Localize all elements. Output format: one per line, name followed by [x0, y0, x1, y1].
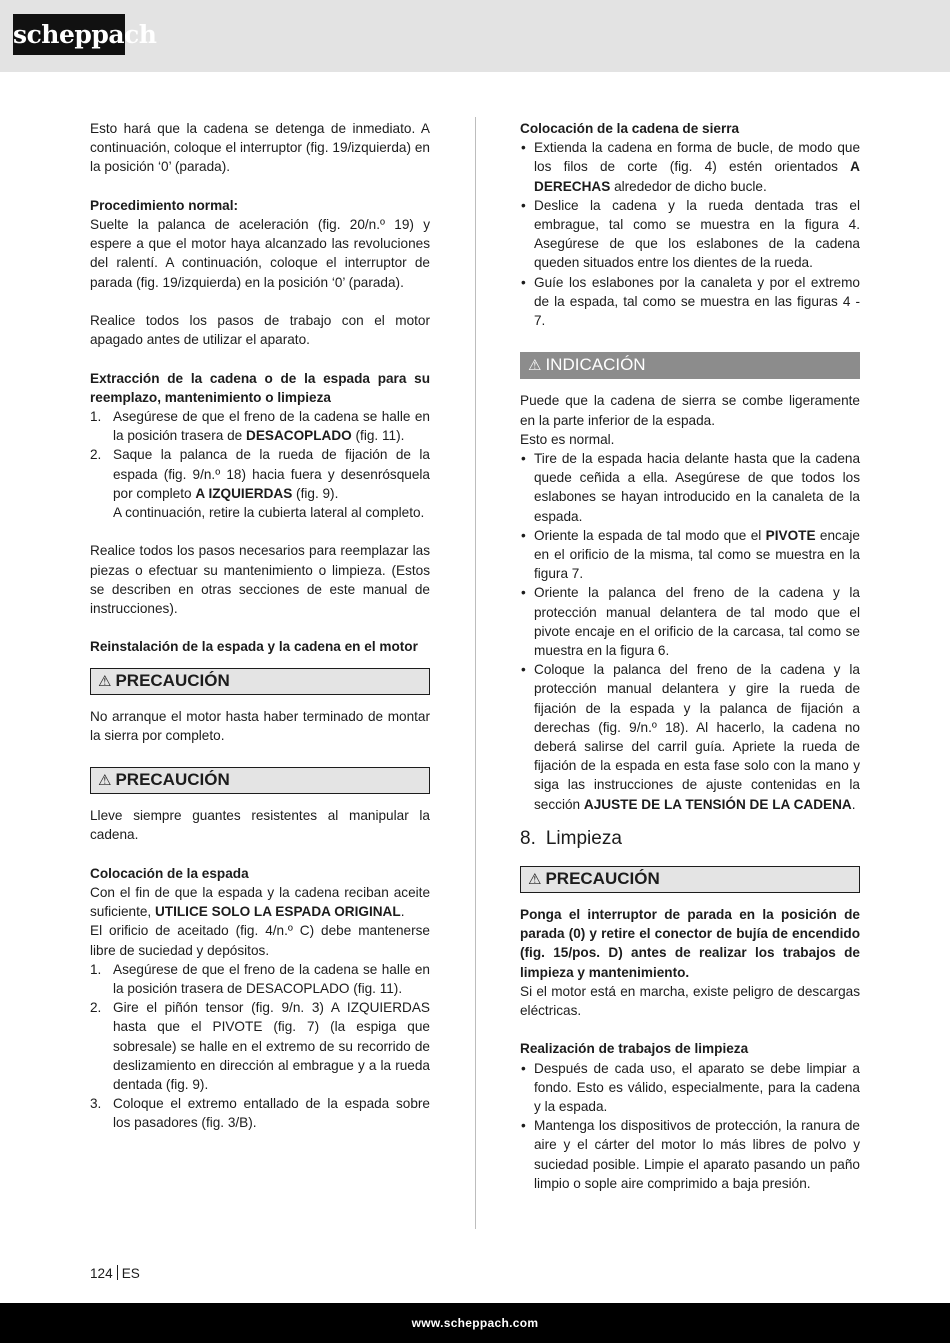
list-item: 3. Coloque el extremo entallado de la espada sobre los pasadores (fig. 3/B). [90, 1096, 430, 1131]
list-item: • Oriente la palanca del freno de la cadena y la protección manual delantera de tal modo que el pivote encaje en el orificio de la carcasa, tal como se muestra en la figura 6. [520, 583, 860, 660]
intro-paragraph: Esto hará que la cadena se detenga de inmediato. A continuación, coloque el interruptor (fig. 19/izquierda) en la posición ‘0’ (parada). [90, 121, 430, 175]
list-item: • Tire de la espada hacia delante hasta que la cadena quede ceñida a ella. Asegúrese de que todos los eslabones se hayan introducido en la canaleta de la espada. [520, 449, 860, 526]
section-heading: 8. Limpieza [520, 827, 622, 849]
list-item: • Oriente la espada de tal modo que el PIVOTE encaje en el orificio de la misma, tal como se muestra en la figura 7. [520, 526, 860, 584]
list-item: • Después de cada uso, el aparato se debe limpiar a fondo. Esto es válido, especialmente, para la cadena y la espada. [520, 1059, 860, 1117]
right-column [520, 119, 860, 1193]
warning-icon: ⚠ [528, 870, 542, 888]
list-item: 1. Asegúrese de que el freno de la cadena se halle en la posición trasera de DESACOPLADO (fig. 11). [90, 961, 430, 997]
cleaning-heading: Realización de trabajos de limpieza [520, 1041, 749, 1057]
caution-text: Ponga el interruptor de parada en la posición de parada (0) y retire el conector de bujía de encendido (fig. 15/pos. D) antes de realizar los trabajos de limpieza y mantenimiento. [520, 906, 860, 980]
left-column [90, 119, 430, 1133]
separator [117, 1265, 118, 1280]
bar-placement-text: Con el fin de que la espada y la cadena reciban aceite suficiente, UTILICE SOLO LA ESPADA ORIGINAL. [90, 885, 430, 920]
cleaning-steps [520, 1059, 860, 1193]
bar-steps [90, 960, 430, 1133]
indication-text: Puede que la cadena de sierra se combe ligeramente en la parte inferior de la espada. [520, 393, 860, 428]
list-item: • Deslice la cadena y la rueda dentada tras el embrague, tal como se muestra en la figura 4. Asegúrese de que los eslabones de la cadena queden situados entre los dientes de la rueda. [520, 196, 860, 273]
motor-off-paragraph: Realice todos los pasos de trabajo con el motor apagado antes de utilizar el aparato. [90, 313, 430, 348]
normal-note: Esto es normal. [520, 431, 615, 447]
reinstall-heading: Reinstalación de la espada y la cadena en el motor [90, 639, 418, 655]
replace-paragraph: Realice todos los pasos necesarios para reemplazar las piezas o efectuar su mantenimiento o limpieza. (Estos se describen en otras secciones de este manual de instrucciones). [90, 543, 430, 617]
extraction-heading: Extracción de la cadena o de la espada para su reemplazo, mantenimiento o limpieza [90, 370, 430, 405]
caution-text: No arranque el motor hasta haber terminado de montar la sierra por completo. [90, 708, 430, 743]
page-number: 124 ES [90, 1266, 140, 1281]
extraction-steps [90, 407, 430, 522]
chain-placement-heading: Colocación de la cadena de sierra [520, 121, 740, 136]
normal-procedure-text: Suelte la palanca de aceleración (fig. 20/n.º 19) y espere a que el motor haya alcanzado las revoluciones del ralentí. A continuación, coloque el interruptor de parada (fig. 19/izquierda) en la posición ‘0’ (parada). [90, 217, 430, 290]
caution-box: ⚠ PRECAUCIÓN [90, 767, 430, 794]
list-item: • Mantenga los dispositivos de protección, la ranura de aire y el cárter del motor lo más libres de polvo y suciedad posible. Limpie el aparato pasando un paño limpio o sople aire comprimido a baja presión. [520, 1116, 860, 1193]
caution-text: Lleve siempre guantes resistentes al manipular la cadena. [90, 808, 430, 843]
warning-icon: ⚠ [98, 672, 112, 690]
website-link[interactable]: www.scheppach.com [411, 1316, 539, 1330]
footer-bar [0, 1303, 950, 1343]
list-item: 2. Gire el piñón tensor (fig. 9/n. 3) A IZQUIERDAS hasta que el PIVOTE (fig. 7) (la espiga que sobresale) se halle en el extremo de su recorrido de deslizamiento en dirección al embrague y a la rueda dentada (fig. 9). [90, 1000, 430, 1093]
header-bar [0, 0, 950, 72]
indication-box: ⚠ INDICACIÓN [520, 352, 860, 379]
warning-icon: ⚠ [98, 772, 112, 790]
brand-logo: scheppach [13, 14, 125, 55]
normal-procedure-heading: Procedimiento normal: [90, 197, 239, 213]
list-item: • Extienda la cadena en forma de bucle, de modo que los filos de corte (fig. 4) estén orientados A DERECHAS alrededor de dicho bucle. [520, 138, 860, 196]
list-item: 2. Saque la palanca de la rueda de fijación de la espada (fig. 9/n.º 18) hacia fuera y desenrósquela por completo A IZQUIERDAS (fig. 9). A continuación, retire la cubierta lateral al completo. [90, 447, 430, 521]
chain-steps [520, 138, 860, 330]
indication-steps [520, 449, 860, 814]
warning-icon: ⚠ [528, 357, 542, 375]
bar-oil-text: El orificio de aceitado (fig. 4/n.º C) debe mantenerse libre de suciedad y depósitos. [90, 923, 430, 958]
column-divider [475, 117, 476, 1229]
list-item: • Coloque la palanca del freno de la cadena y la protección manual delantera y gire la rueda de fijación de la espada y la palanca de fijación a derechas (fig. 9/n.º 18). Al hacerlo, la cadena no deberá salirse del carril guía. Apriete la rueda de fijación de la espada en esta fase solo con la mano y siga las instrucciones de ajuste contenidas en la sección AJUSTE DE LA TENSIÓN DE LA CADENA. [520, 660, 860, 814]
caution-box: ⚠ PRECAUCIÓN [520, 866, 860, 893]
shock-warning-text: Si el motor está en marcha, existe peligro de descargas eléctricas. [520, 983, 860, 1018]
caution-box: ⚠ PRECAUCIÓN [90, 668, 430, 695]
bar-placement-heading: Colocación de la espada [90, 865, 249, 881]
list-item: • Guíe los eslabones por la canaleta y por el extremo de la espada, tal como se muestra en las figuras 4 - 7. [520, 273, 860, 331]
list-item: 1. Asegúrese de que el freno de la cadena se halle en la posición trasera de DESACOPLADO (fig. 11). [90, 409, 430, 444]
